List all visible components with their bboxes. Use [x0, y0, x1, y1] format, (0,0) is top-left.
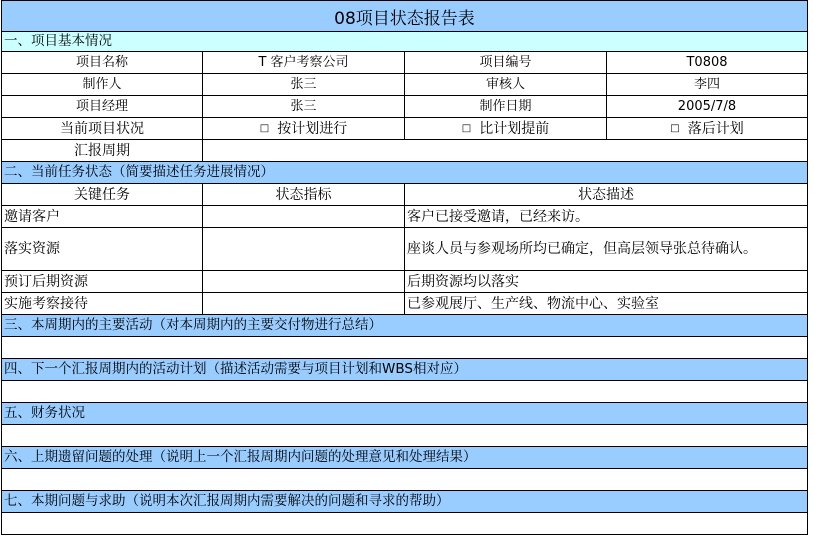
- value-author[interactable]: 张三: [203, 74, 405, 96]
- status-option-label: 比计划提前: [479, 120, 550, 137]
- label-project-number: 项目编号: [405, 52, 607, 74]
- task-description[interactable]: 座谈人员与参观场所均已确定，但高层领导张总待确认。: [405, 228, 808, 271]
- table-row: [1, 228, 808, 271]
- task-description[interactable]: 已参观展厅、生产线、物流中心、实验室: [405, 293, 808, 315]
- section-heading-main-activities: 三、本周期内的主要活动（对本周期内的主要交付物进行总结）: [1, 315, 808, 337]
- label-current-status: 当前项目状况: [1, 118, 203, 140]
- status-option-label: 落后计划: [687, 120, 744, 137]
- report-sheet: [1, 0, 808, 535]
- status-option-behind[interactable]: [607, 118, 808, 140]
- section-body-main-activities[interactable]: [1, 337, 808, 359]
- label-author: 制作人: [1, 74, 203, 96]
- section-heading-task-status: 二、当前任务状态（简要描述任务进展情况）: [1, 162, 808, 184]
- column-header-indicator: 状态指标: [203, 184, 405, 206]
- label-project-name: 项目名称: [1, 52, 203, 74]
- status-option-ahead[interactable]: [405, 118, 607, 140]
- checkbox-icon[interactable]: □: [670, 122, 680, 134]
- label-report-period: 汇报周期: [1, 140, 203, 162]
- section-heading-current-issues: 七、本期问题与求助（说明本次汇报周期内需要解决的问题和寻求的帮助）: [1, 491, 808, 513]
- value-report-period[interactable]: [203, 140, 808, 162]
- value-project-name[interactable]: T 客户考察公司: [203, 52, 405, 74]
- checkbox-icon[interactable]: □: [259, 122, 270, 134]
- value-reviewer[interactable]: 李四: [607, 74, 808, 96]
- table-row: [1, 206, 808, 228]
- section-body-previous-issues[interactable]: [1, 469, 808, 491]
- section-heading-next-plan: 四、下一个汇报周期内的活动计划（描述活动需要与项目计划和WBS相对应）: [1, 359, 808, 381]
- table-row: [1, 293, 808, 315]
- task-indicator[interactable]: [203, 228, 405, 271]
- column-header-key-task: 关键任务: [1, 184, 203, 206]
- section-heading-finance: 五、财务状况: [1, 403, 808, 425]
- status-option-on-schedule[interactable]: [203, 118, 405, 140]
- label-reviewer: 审核人: [405, 74, 607, 96]
- task-indicator[interactable]: [203, 206, 405, 228]
- section-body-finance[interactable]: [1, 425, 808, 447]
- status-option-label: 按计划进行: [277, 120, 348, 137]
- task-name[interactable]: 预订后期资源: [1, 271, 203, 293]
- value-project-number[interactable]: T0808: [607, 52, 808, 74]
- task-name[interactable]: 实施考察接待: [1, 293, 203, 315]
- task-name[interactable]: 落实资源: [1, 228, 203, 271]
- value-date[interactable]: 2005/7/8: [607, 96, 808, 118]
- column-header-description: 状态描述: [405, 184, 808, 206]
- task-name[interactable]: 邀请客户: [1, 206, 203, 228]
- label-date: 制作日期: [405, 96, 607, 118]
- label-project-manager: 项目经理: [1, 96, 203, 118]
- section-heading-basic-info: 一、项目基本情况: [1, 32, 808, 52]
- section-heading-previous-issues: 六、上期遗留问题的处理（说明上一个汇报周期内问题的处理意见和处理结果）: [1, 447, 808, 469]
- report-title: 08项目状态报告表: [1, 0, 808, 32]
- task-description[interactable]: 客户已接受邀请，已经来访。: [405, 206, 808, 228]
- task-description[interactable]: 后期资源均以落实: [405, 271, 808, 293]
- task-indicator[interactable]: [203, 271, 405, 293]
- table-row: [1, 271, 808, 293]
- checkbox-icon[interactable]: □: [461, 122, 472, 134]
- section-body-next-plan[interactable]: [1, 381, 808, 403]
- value-project-manager[interactable]: 张三: [203, 96, 405, 118]
- section-body-current-issues[interactable]: [1, 513, 808, 535]
- task-indicator[interactable]: [203, 293, 405, 315]
